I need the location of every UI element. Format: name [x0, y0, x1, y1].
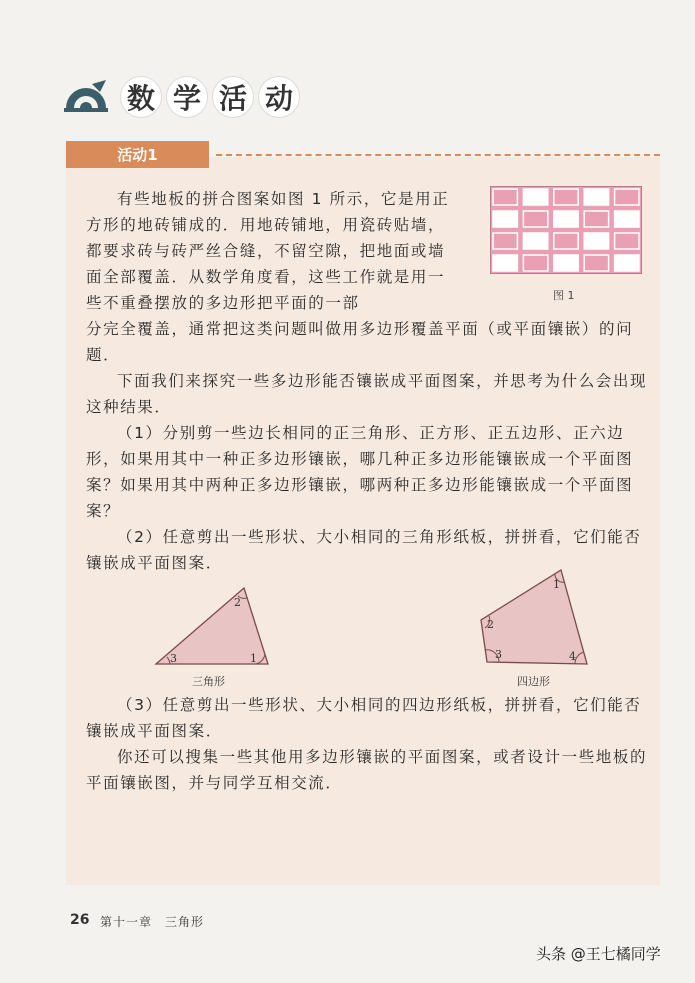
tile	[523, 255, 547, 271]
page-number: 26	[70, 912, 90, 928]
tile	[523, 233, 547, 249]
tile	[554, 233, 578, 249]
quadrilateral-figure	[475, 566, 595, 670]
math-activity-logo-icon	[62, 78, 110, 114]
title-char: 活	[212, 76, 254, 118]
angle-label-1: 1	[553, 578, 560, 591]
paragraph-task-1: （1）分别剪一些边长相同的正三角形、正方形、正五边形、正六边形，如果用其中一种正多边形镶嵌，哪几种正多边形能镶嵌成一个平面图案？如果用其中两种正多边形镶嵌，哪两种正多边形能镶嵌成一个平面图案？	[86, 424, 634, 520]
tile	[615, 211, 639, 227]
title-char: 学	[166, 76, 208, 118]
angle-label-3: 3	[170, 652, 177, 665]
section-divider	[216, 154, 660, 156]
tile	[615, 233, 639, 249]
tile-grid-figure	[490, 186, 642, 274]
title-char: 动	[258, 76, 300, 118]
paragraph-task-2: （2）任意剪出一些形状、大小相同的三角形纸板，拼拼看，它们能否镶嵌成平面图案．	[86, 528, 642, 572]
quadrilateral-caption: 四边形	[517, 675, 550, 688]
tile	[493, 255, 517, 271]
tile	[584, 211, 608, 227]
tile	[584, 233, 608, 249]
paragraph-intro: 有些地板的拼合图案如图 1 所示，它是用正方形的地砖铺成的．用地砖铺地，用瓷砖贴墙，都要求砖与砖严丝合缝，不留空隙，把地面或墙面全部覆盖．从数学角度看，这些工作就是用一些不重叠摆放的多边形把平面的一部	[86, 190, 450, 312]
triangle-caption: 三角形	[192, 675, 225, 688]
tile	[554, 189, 578, 205]
paragraph-task-3: （3）任意剪出一些形状、大小相同的四边形纸板，拼拼看，它们能否镶嵌成平面图案．	[86, 696, 642, 740]
tile	[493, 189, 517, 205]
tile	[554, 255, 578, 271]
triangle-figure	[150, 582, 275, 670]
angle-label-2: 2	[487, 618, 494, 631]
tile	[584, 255, 608, 271]
angle-label-3: 3	[495, 648, 502, 661]
chapter-label: 第十一章 三角形	[100, 915, 205, 929]
tile	[493, 211, 517, 227]
angle-label-1: 1	[250, 652, 257, 665]
tile	[523, 211, 547, 227]
watermark: 头条 @王七橘同学	[536, 945, 661, 963]
paragraph-extension: 你还可以搜集一些其他用多边形镶嵌的平面图案，或者设计一些地板的平面镶嵌图，并与同学互相交流．	[86, 748, 648, 792]
tile	[615, 189, 639, 205]
tile	[584, 189, 608, 205]
paragraph-intro-cont: 分完全覆盖，通常把这类问题叫做用多边形覆盖平面（或平面镶嵌）的问题．	[86, 320, 634, 364]
activity-tab: 活动1	[66, 141, 209, 168]
title-char: 数	[120, 76, 162, 118]
tile	[554, 211, 578, 227]
angle-label-2: 2	[234, 596, 241, 609]
tile	[615, 255, 639, 271]
angle-label-4: 4	[569, 650, 576, 663]
tile	[493, 233, 517, 249]
page-title	[120, 76, 300, 118]
paragraph-explore: 下面我们来探究一些多边形能否镶嵌成平面图案，并思考为什么会出现这种结果．	[86, 372, 648, 416]
figure-caption: 图 1	[553, 289, 575, 302]
tile	[523, 189, 547, 205]
